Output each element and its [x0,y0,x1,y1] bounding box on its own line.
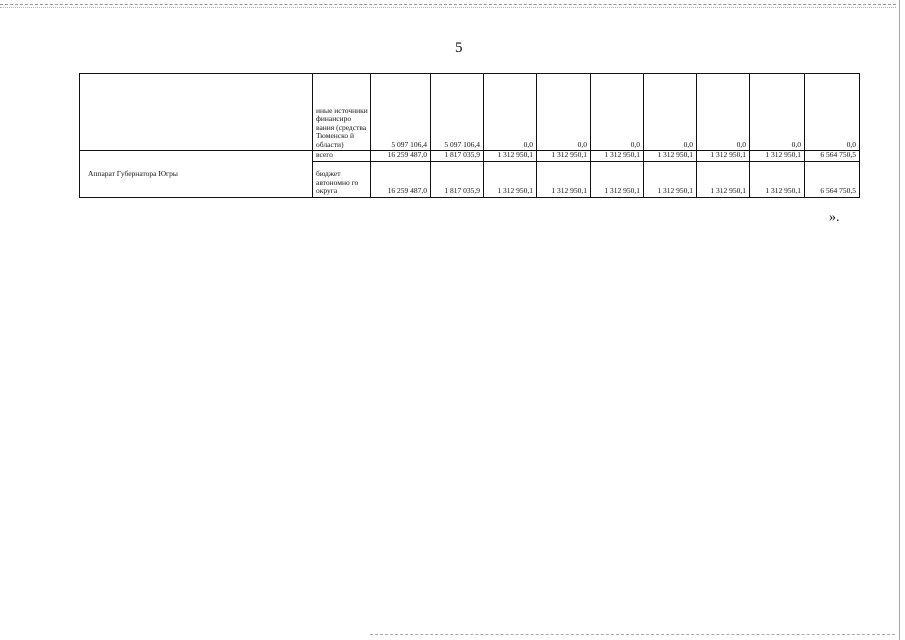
value-cell: 1 312 950,1 [591,151,644,162]
row-label: бюджет автономно го округа [313,161,371,197]
value-cell: 6 564 750,5 [805,161,860,197]
value-cell: 1 312 950,1 [537,161,591,197]
closing-quote-mark: ». [829,210,840,225]
value-cell: 1 312 950,1 [644,161,697,197]
value-cell: 1 817 035,9 [431,161,484,197]
org-name-cell: Аппарат Губернатора Югры [80,151,313,198]
value-cell: 0,0 [537,74,591,151]
scan-edge-right [899,0,903,640]
value-cell: 0,0 [697,74,750,151]
row-label: всего [313,151,371,162]
org-cell-empty [80,74,313,151]
value-cell: 1 312 950,1 [591,161,644,197]
value-cell: 1 312 950,1 [484,151,537,162]
funding-table [79,73,860,198]
scan-edge-bottom [370,634,895,637]
table-row [80,151,860,162]
value-cell: 1 312 950,1 [484,161,537,197]
page-number: 5 [455,40,463,56]
row-label: иные источники финансиро вания (средства Тюменско й области) [313,74,371,151]
value-cell: 1 312 950,1 [697,151,750,162]
value-cell: 0,0 [750,74,805,151]
value-cell: 5 097 106,4 [431,74,484,151]
value-cell: 0,0 [805,74,860,151]
value-cell: 16 259 487,0 [371,161,431,197]
scan-edge-top [0,4,896,8]
value-cell: 1 817 035,9 [431,151,484,162]
value-cell: 1 312 950,1 [750,161,805,197]
value-cell: 5 097 106,4 [371,74,431,151]
value-cell: 1 312 950,1 [750,151,805,162]
value-cell: 0,0 [484,74,537,151]
value-cell: 0,0 [644,74,697,151]
value-cell: 1 312 950,1 [537,151,591,162]
value-cell: 1 312 950,1 [697,161,750,197]
value-cell: 0,0 [591,74,644,151]
value-cell: 6 564 750,5 [805,151,860,162]
value-cell: 16 259 487,0 [371,151,431,162]
table-row [80,74,860,151]
value-cell: 1 312 950,1 [644,151,697,162]
